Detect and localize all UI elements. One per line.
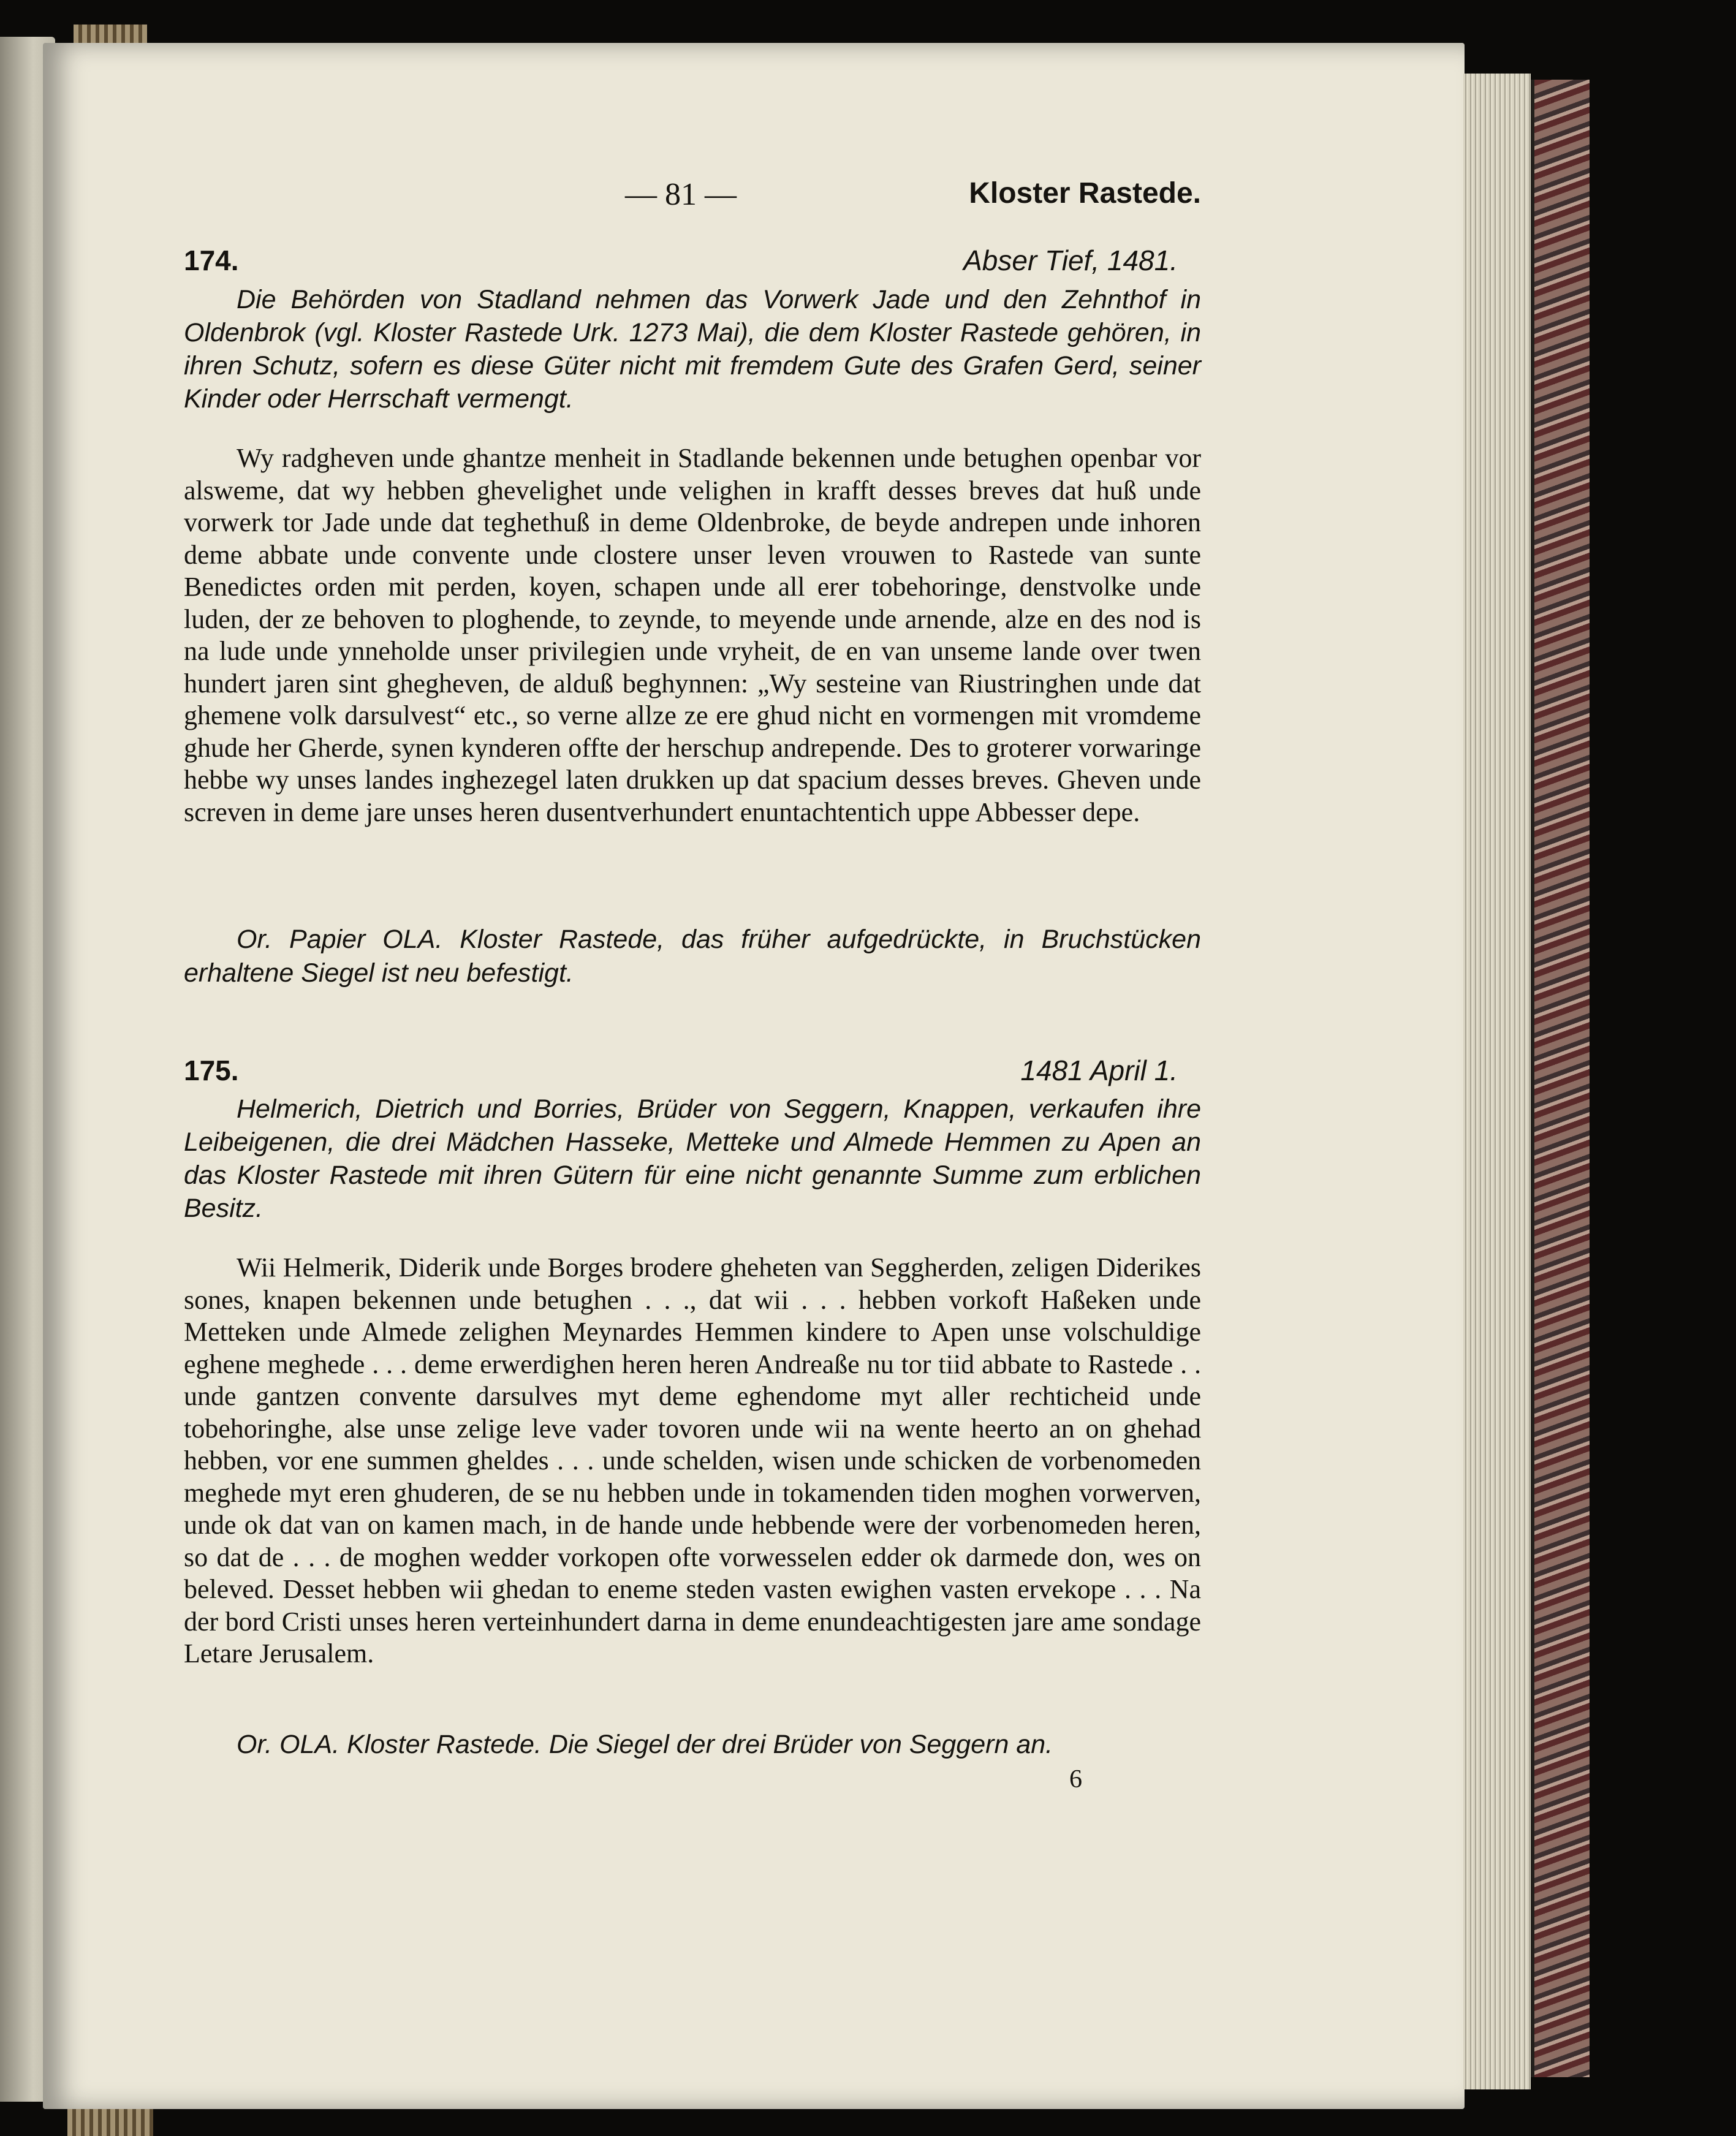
page-number: — 81 —: [625, 177, 737, 212]
running-head: [184, 176, 1201, 225]
entry-source: Or. OLA. Kloster Rastede. Die Siegel der drei Brüder von Seggern an.: [237, 1730, 1053, 1759]
running-title: Kloster Rastede.: [969, 177, 1201, 210]
entry-text: Wii Helmerik, Diderik unde Borges brodere gheheten van Seggherden, zeligen Diderikes sones, knapen bekennen unde betughen . . ., dat wii . . . hebben vorkoft Haßeken unde Metteken unde Almede zelighen Meynardes Hemmen kindere to Apen unse volschuldige eghene meghede . . . deme erwerdighen heren heren Andreaße nu tor tiid abbate to Rastede . . unde gantzen convente darsulves myt deme eghendome myt aller rechticheid unde tobehoringhe, alse unse zelige leve vader tovoren unde wii na wente heerto an on ghehad hebben, vor ene summen gheldes . . . unde schelden, wisen unde schicken de vorbenomeden meghede myt eren ghuderen, de se nu hebben unde in tokamenden tiden moghen vorwerven, unde ok dat van on kamen mach, in de hande unde hebbende were der vorbenomeden heren, so dat de . . . de moghen wedder vorkopen ofte vorwesselen edder ok darmede don, wes on beleved. Desset hebben wii ghedan to eneme steden vasten ewighen vasten ervekope . . . Na der bord Cristi unses heren verteinhundert darna in deme enundeachtigesten jare ame sondage Letare Jerusalem.: [184, 1252, 1201, 1668]
entry-regest: Helmerich, Dietrich und Borries, Brüder von Seggern, Knappen, verkaufen ihre Leibeigenen, die drei Mädchen Hasseke, Metteke und Almede Hemmen zu Apen an das Kloster Rastede mit ihren Gütern für eine nicht genannte Summe zum erblichen Besitz.: [184, 1094, 1201, 1223]
entry-heading: [184, 1054, 1201, 1097]
entry-regest: Die Behörden von Stadland nehmen das Vorwerk Jade und den Zehnthof in Oldenbrok (vgl. Kloster Rastede Urk. 1273 Mai), die dem Kloster Rastede gehören, in ihren Schutz, sofern es diese Güter nicht mit fremdem Gute des Grafen Gerd, seiner Kinder oder Herrschaft vermengt.: [184, 285, 1201, 414]
marbled-cover-edge: [1531, 80, 1590, 2077]
entry-source: Or. Papier OLA. Kloster Rastede, das früher aufgedrückte, in Bruchstücken erhaltene Siegel ist neu befestigt.: [184, 925, 1201, 988]
sheet-signature: 6: [1069, 1765, 1082, 1793]
entry-date: 1481 April 1.: [1020, 1055, 1178, 1086]
entry-number: 174.: [184, 244, 239, 276]
entry-number: 175.: [184, 1055, 239, 1086]
page-stack-edge: [1463, 74, 1531, 2089]
entry-heading: [184, 244, 1201, 287]
entry-text: Wy radgheven unde ghantze menheit in Stadlande bekennen unde betughen openbar vor alsweme, dat wy hebben ghevelighet unde velighen in krafft desses breves dat huß unde vorwerk tor Jade unde dat teghethuß in deme Oldenbroke, de beyde andrepen unde inhoren deme abbate unde convente unde clostere unser leven vrouwen to Rastede van sunte Benedictes orden mit perden, koyen, schapen unde all erer tobehoringe, denstvolke unde luden, der ze behoven to ploghende, to zeynde, to meyende unde arnende, alze en des nod is na lude unde ynneholde unser privilegien unde vryheit, de en van unseme lande over twen hundert jaren sint ghegheven, de alduß beghynnen: „Wy sesteine van Riustringhen unde dat ghemene volk darsulvest“ etc., so verne allze ze ere ghud nicht en vormengen mit vromdeme ghude her Gherde, synen kynderen offte der herschup andrepende. Des to groterer vorwaringe hebbe wy unses landes inghezegel laten drukken up dat spacium desses breves. Gheven unde screven in deme jare unses heren dusentverhundert enuntachtentich uppe Abbesser depe.: [184, 443, 1201, 827]
entry-date: Abser Tief, 1481.: [963, 244, 1178, 276]
